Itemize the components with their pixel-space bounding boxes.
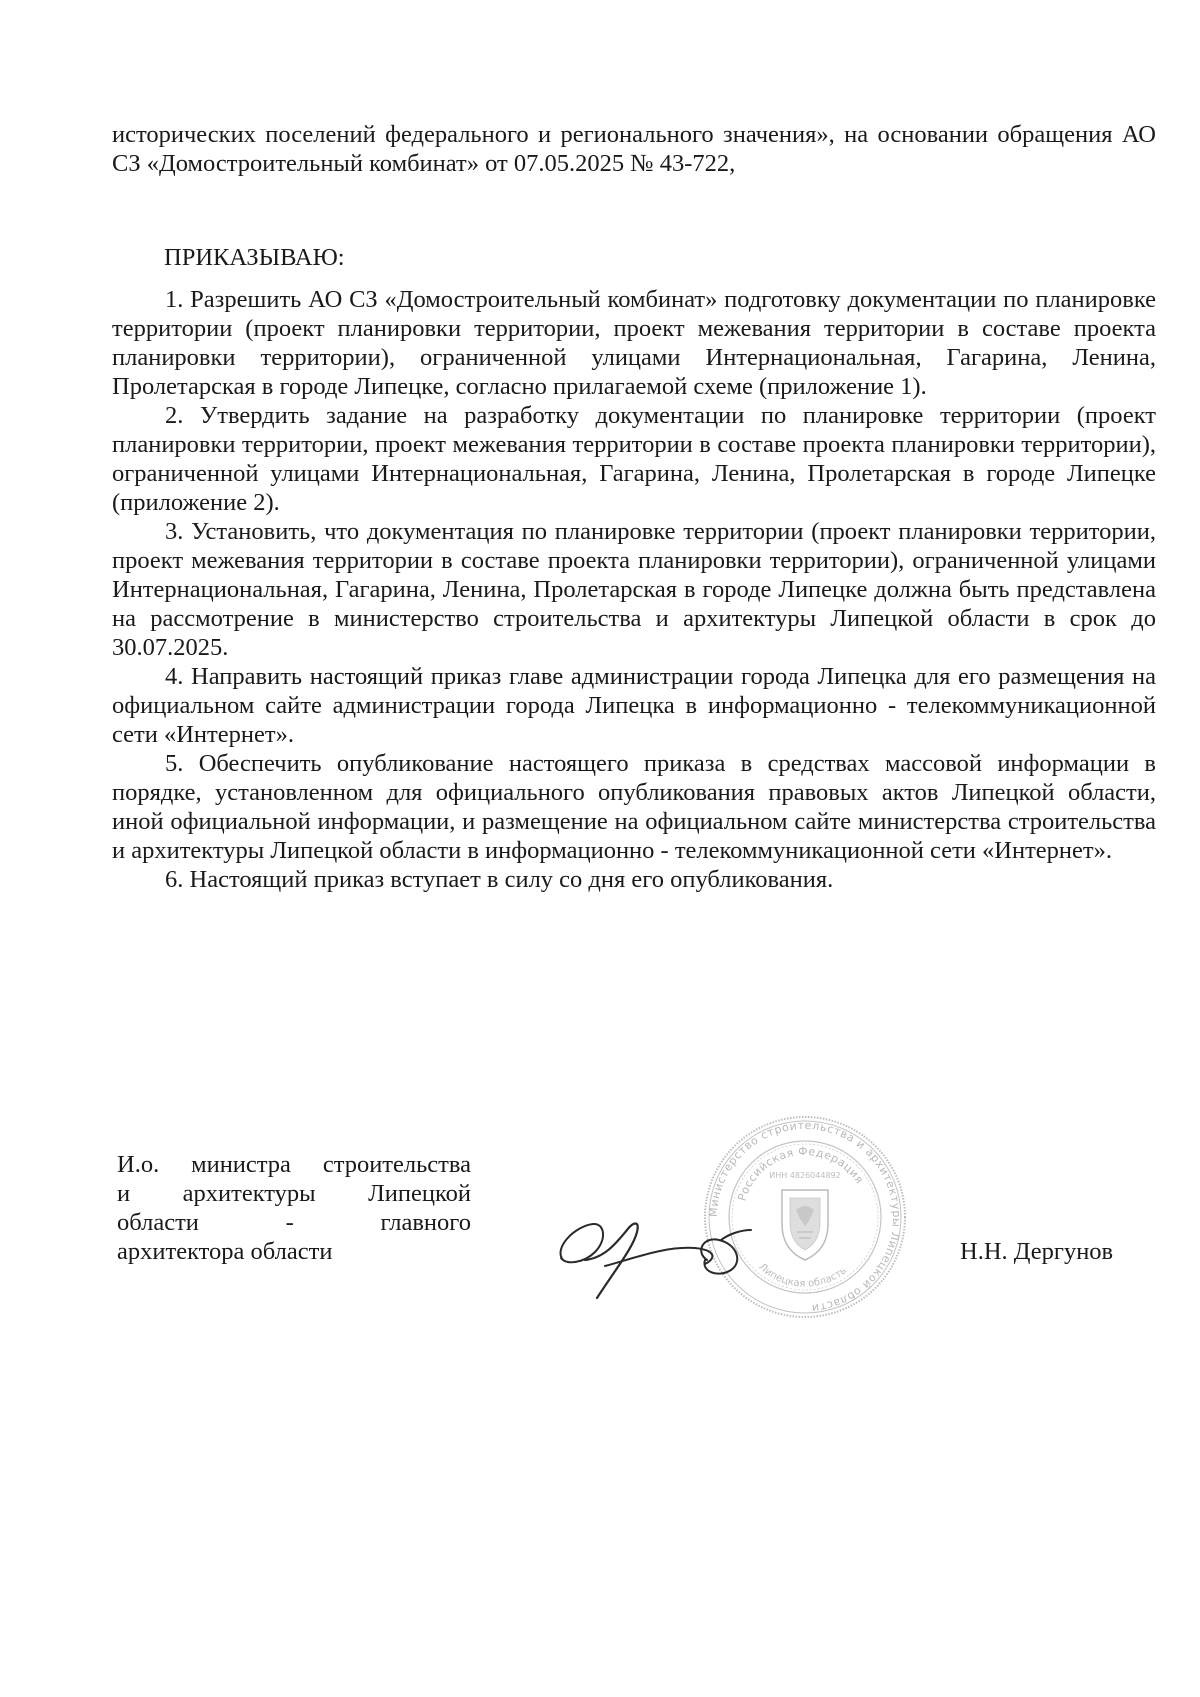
- signer-line-3: области - главного: [117, 1209, 471, 1236]
- signature-icon: [545, 1200, 845, 1310]
- order-item-6: 6. Настоящий приказ вступает в силу со дня его опубликования.: [165, 866, 834, 893]
- stamp-inn: ИНН 4826044892: [769, 1171, 841, 1180]
- order-heading: ПРИКАЗЫВАЮ:: [164, 244, 345, 271]
- order-item-4: 4. Направить настоящий приказ главе администрации города Липецка для его размещения на официальном сайте администрации города Липецка в информационно - телекоммуникационной сети «Интернет».: [112, 663, 1156, 748]
- order-item-1: 1. Разрешить АО СЗ «Домостроительный комбинат» подготовку документации по планировке территории (проект планировки территории, проект межевания территории в составе проекта планировки территории), ограниченной улицами Интернациональная, Гагарина, Ленина, Пролетарская в городе Липецке, согласно прилагаемой схеме (приложение 1).: [112, 286, 1156, 400]
- signer-line-2: и архитектуры Липецкой: [117, 1180, 471, 1207]
- order-items: [112, 285, 1156, 894]
- intro-text: исторических поселений федерального и регионального значения», на основании обращения АО СЗ «Домостроительный комбинат» от 07.05.2025 № 43-722,: [112, 121, 1156, 177]
- intro-paragraph: [112, 120, 1156, 178]
- signer-line-1: И.о. министра строительства: [117, 1151, 471, 1178]
- stamp-outer-text: Министерство строительства и архитектуры Липецкой области: [706, 1118, 904, 1315]
- order-item-3: 3. Установить, что документация по планировке территории (проект планировки территории, проект межевания территории в составе проекта планировки территории), ограниченной улицами Интернациональная, Гагарина, Ленина, Пролетарская в городе Липецке должна быть представлена на рассмотрение в министерство строительства и архитектуры Липецкой области в срок до 30.07.2025.: [112, 518, 1156, 661]
- stamp-inner-text: Российская Федерация: [735, 1144, 867, 1203]
- signer-name: Н.Н. Дергунов: [960, 1238, 1114, 1265]
- order-item-5: 5. Обеспечить опубликование настоящего приказа в средствах массовой информации в порядке, установленном для официального опубликования правовых актов Липецкой области, иной официальной информации, и размещение на официальном сайте министерства строительства и архитектуры Липецкой области в информационно - телекоммуникационной сети «Интернет».: [112, 750, 1156, 864]
- signer-position: [117, 1150, 471, 1266]
- order-item-2: 2. Утвердить задание на разработку документации по планировке территории (проект планировки территории, проект межевания территории в составе проекта планировки территории), ограниченной улицами Интернациональная, Гагарина, Ленина, Пролетарская в городе Липецке (приложение 2).: [112, 402, 1156, 516]
- stamp-region-text: Липецкая область: [756, 1261, 849, 1290]
- signer-line-4: архитектора области: [117, 1238, 333, 1265]
